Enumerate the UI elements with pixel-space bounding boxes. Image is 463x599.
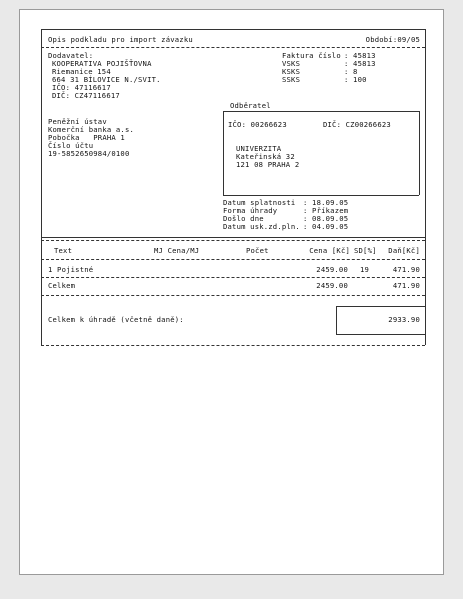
- invoice-number-value: : 45813: [344, 51, 376, 60]
- table-row-divider: [41, 277, 425, 278]
- col-vat-header: Daň[Kč]: [388, 246, 420, 255]
- received-label: Došlo dne: [223, 214, 264, 223]
- payment-form-value: : Příkazem: [303, 206, 349, 215]
- ssks-value: : 100: [344, 75, 367, 84]
- bank-name: Komerční banka a.s.: [48, 125, 135, 134]
- frame-top-line: [41, 29, 425, 30]
- customer-heading: Odběratel: [230, 101, 271, 110]
- row-vat: 471.90: [392, 265, 420, 274]
- total-price: 2459.00: [316, 281, 348, 290]
- bank-title: Peněžní ústav: [48, 117, 107, 126]
- document-title: Opis podkladu pro import závazku: [48, 35, 193, 44]
- supplier-dic: DIČ: CZ47116617: [52, 91, 120, 100]
- customer-box-right: [419, 111, 420, 195]
- grand-total-label: Celkem k úhradě (včetně daně):: [48, 315, 184, 324]
- frame-right-line: [425, 29, 426, 345]
- table-total-divider: [41, 295, 425, 296]
- grand-total-value: 2933.90: [388, 315, 420, 324]
- ksks-label: KSKS: [282, 67, 301, 76]
- customer-name: UNIVERZITA: [236, 144, 282, 153]
- frame-bottom-line: [41, 345, 425, 346]
- invoice-number-label: Faktura číslo: [282, 51, 341, 60]
- row-text: 1 Pojistné: [48, 265, 94, 274]
- table-top-line: [41, 237, 425, 238]
- frame-left-line: [41, 29, 42, 345]
- customer-street: Kateřinská 32: [236, 152, 295, 161]
- grand-total-box-bottom: [336, 334, 425, 335]
- row-vat-rate: 19: [360, 265, 370, 274]
- row-price: 2459.00: [316, 265, 348, 274]
- table-top-line-dashed: [41, 240, 425, 241]
- customer-box-bottom: [223, 195, 419, 196]
- payment-form-label: Forma úhrady: [223, 206, 278, 215]
- tax-date-value: : 04.09.05: [303, 222, 349, 231]
- tax-date-label: Datum usk.zd.pln.: [223, 222, 300, 231]
- col-price-header: Cena [Kč]: [309, 246, 350, 255]
- col-count-header: Počet: [246, 246, 269, 255]
- col-mj-price-header: MJ Cena/MJ: [154, 246, 200, 255]
- grand-total-box-left: [336, 306, 337, 334]
- account-label: Číslo účtu: [48, 141, 94, 150]
- total-vat: 471.90: [392, 281, 420, 290]
- due-date-label: Datum splatnosti: [223, 198, 296, 207]
- grand-total-box-top: [336, 306, 425, 307]
- col-vat-rate-header: SD[%]: [354, 246, 377, 255]
- supplier-city: 664 31 BÍLOVICE N./SVIT.: [52, 75, 161, 84]
- supplier-label: Dodavatel:: [48, 51, 94, 60]
- bank-branch: Pobočka PRAHA 1: [48, 133, 125, 142]
- table-header-divider: [41, 259, 425, 260]
- col-text-header: Text: [54, 246, 73, 255]
- customer-ico: IČO: 00266623: [228, 120, 287, 129]
- supplier-ico: IČO: 47116617: [52, 83, 111, 92]
- vsks-label: VSKS: [282, 59, 301, 68]
- customer-dic: DIČ: CZ00266623: [323, 120, 391, 129]
- total-label: Celkem: [48, 281, 76, 290]
- supplier-street: Riemanice 154: [52, 67, 111, 76]
- customer-box-left: [223, 111, 224, 195]
- ssks-label: SSKS: [282, 75, 301, 84]
- ksks-value: : 8: [344, 67, 358, 76]
- due-date-value: : 18.09.05: [303, 198, 349, 207]
- supplier-name: KOOPERATIVA POJIŠŤOVNA: [52, 59, 152, 68]
- period-label: Období:09/05: [365, 35, 420, 44]
- account-number: 19-5852650984/0100: [48, 149, 130, 158]
- document-page: [19, 9, 444, 575]
- customer-city: 121 08 PRAHA 2: [236, 160, 300, 169]
- received-value: : 08.09.05: [303, 214, 349, 223]
- title-divider: [41, 47, 425, 48]
- customer-box-top: [223, 111, 419, 112]
- vsks-value: : 45813: [344, 59, 376, 68]
